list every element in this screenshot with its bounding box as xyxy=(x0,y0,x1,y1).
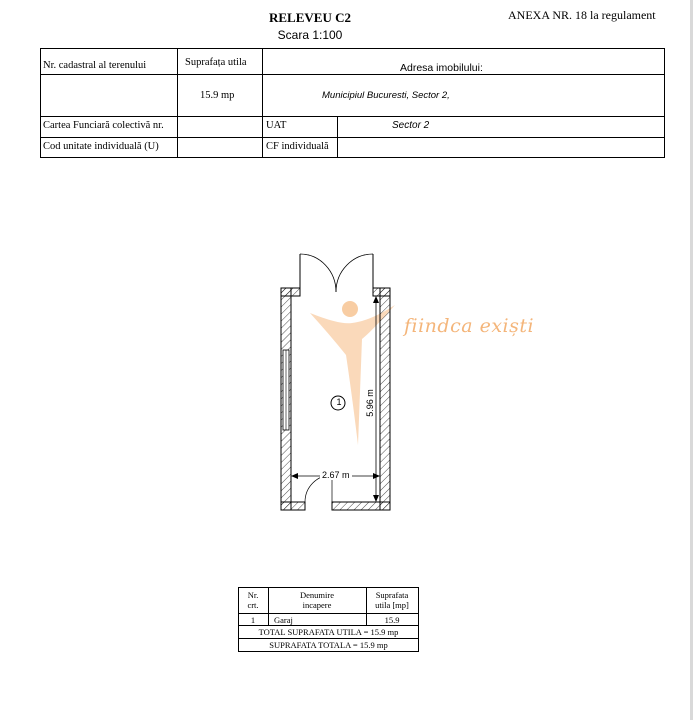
info-table xyxy=(40,48,665,158)
area-value: 15.9 mp xyxy=(200,90,235,101)
width-dimension: 2.67 m xyxy=(322,470,350,480)
col-header-area: Suprafata utila [mp] xyxy=(375,590,409,610)
row-name: Garaj xyxy=(274,615,293,625)
address-value: Municipiul Bucuresti, Sector 2, xyxy=(322,90,450,101)
address-label: Adresa imobilului: xyxy=(400,62,483,74)
document-title: RELEVEU C2 xyxy=(269,10,351,25)
area-label: Suprafața utila xyxy=(185,57,247,68)
total-area: SUPRAFATA TOTALA = 15.9 mp xyxy=(269,640,388,650)
length-dimension: 5.96 m xyxy=(365,389,375,417)
uat-value: Sector 2 xyxy=(392,120,430,131)
col-header-nr: Nr. crt. xyxy=(247,590,259,610)
uat-label: UAT xyxy=(266,120,287,131)
col-header-name: Denumire incapere xyxy=(300,590,334,610)
annex-label: ANEXA NR. 18 la regulament xyxy=(508,8,656,22)
cf-label: CF individuală xyxy=(266,141,329,152)
watermark-text: fiindca exiști xyxy=(404,315,535,337)
unit-code-label: Cod unitate individuală (U) xyxy=(43,141,159,152)
land-book-label: Cartea Funciară colectivă nr. xyxy=(43,120,164,131)
rooms-table xyxy=(238,587,419,652)
room-number: 1 xyxy=(336,397,342,407)
scale-label: Scara 1:100 xyxy=(277,28,343,42)
row-nr: 1 xyxy=(250,615,256,625)
total-useful-area: TOTAL SUPRAFATA UTILA = 15.9 mp xyxy=(258,627,399,637)
row-area: 15.9 xyxy=(384,615,400,625)
cadastral-label: Nr. cadastral al terenului xyxy=(43,60,147,71)
